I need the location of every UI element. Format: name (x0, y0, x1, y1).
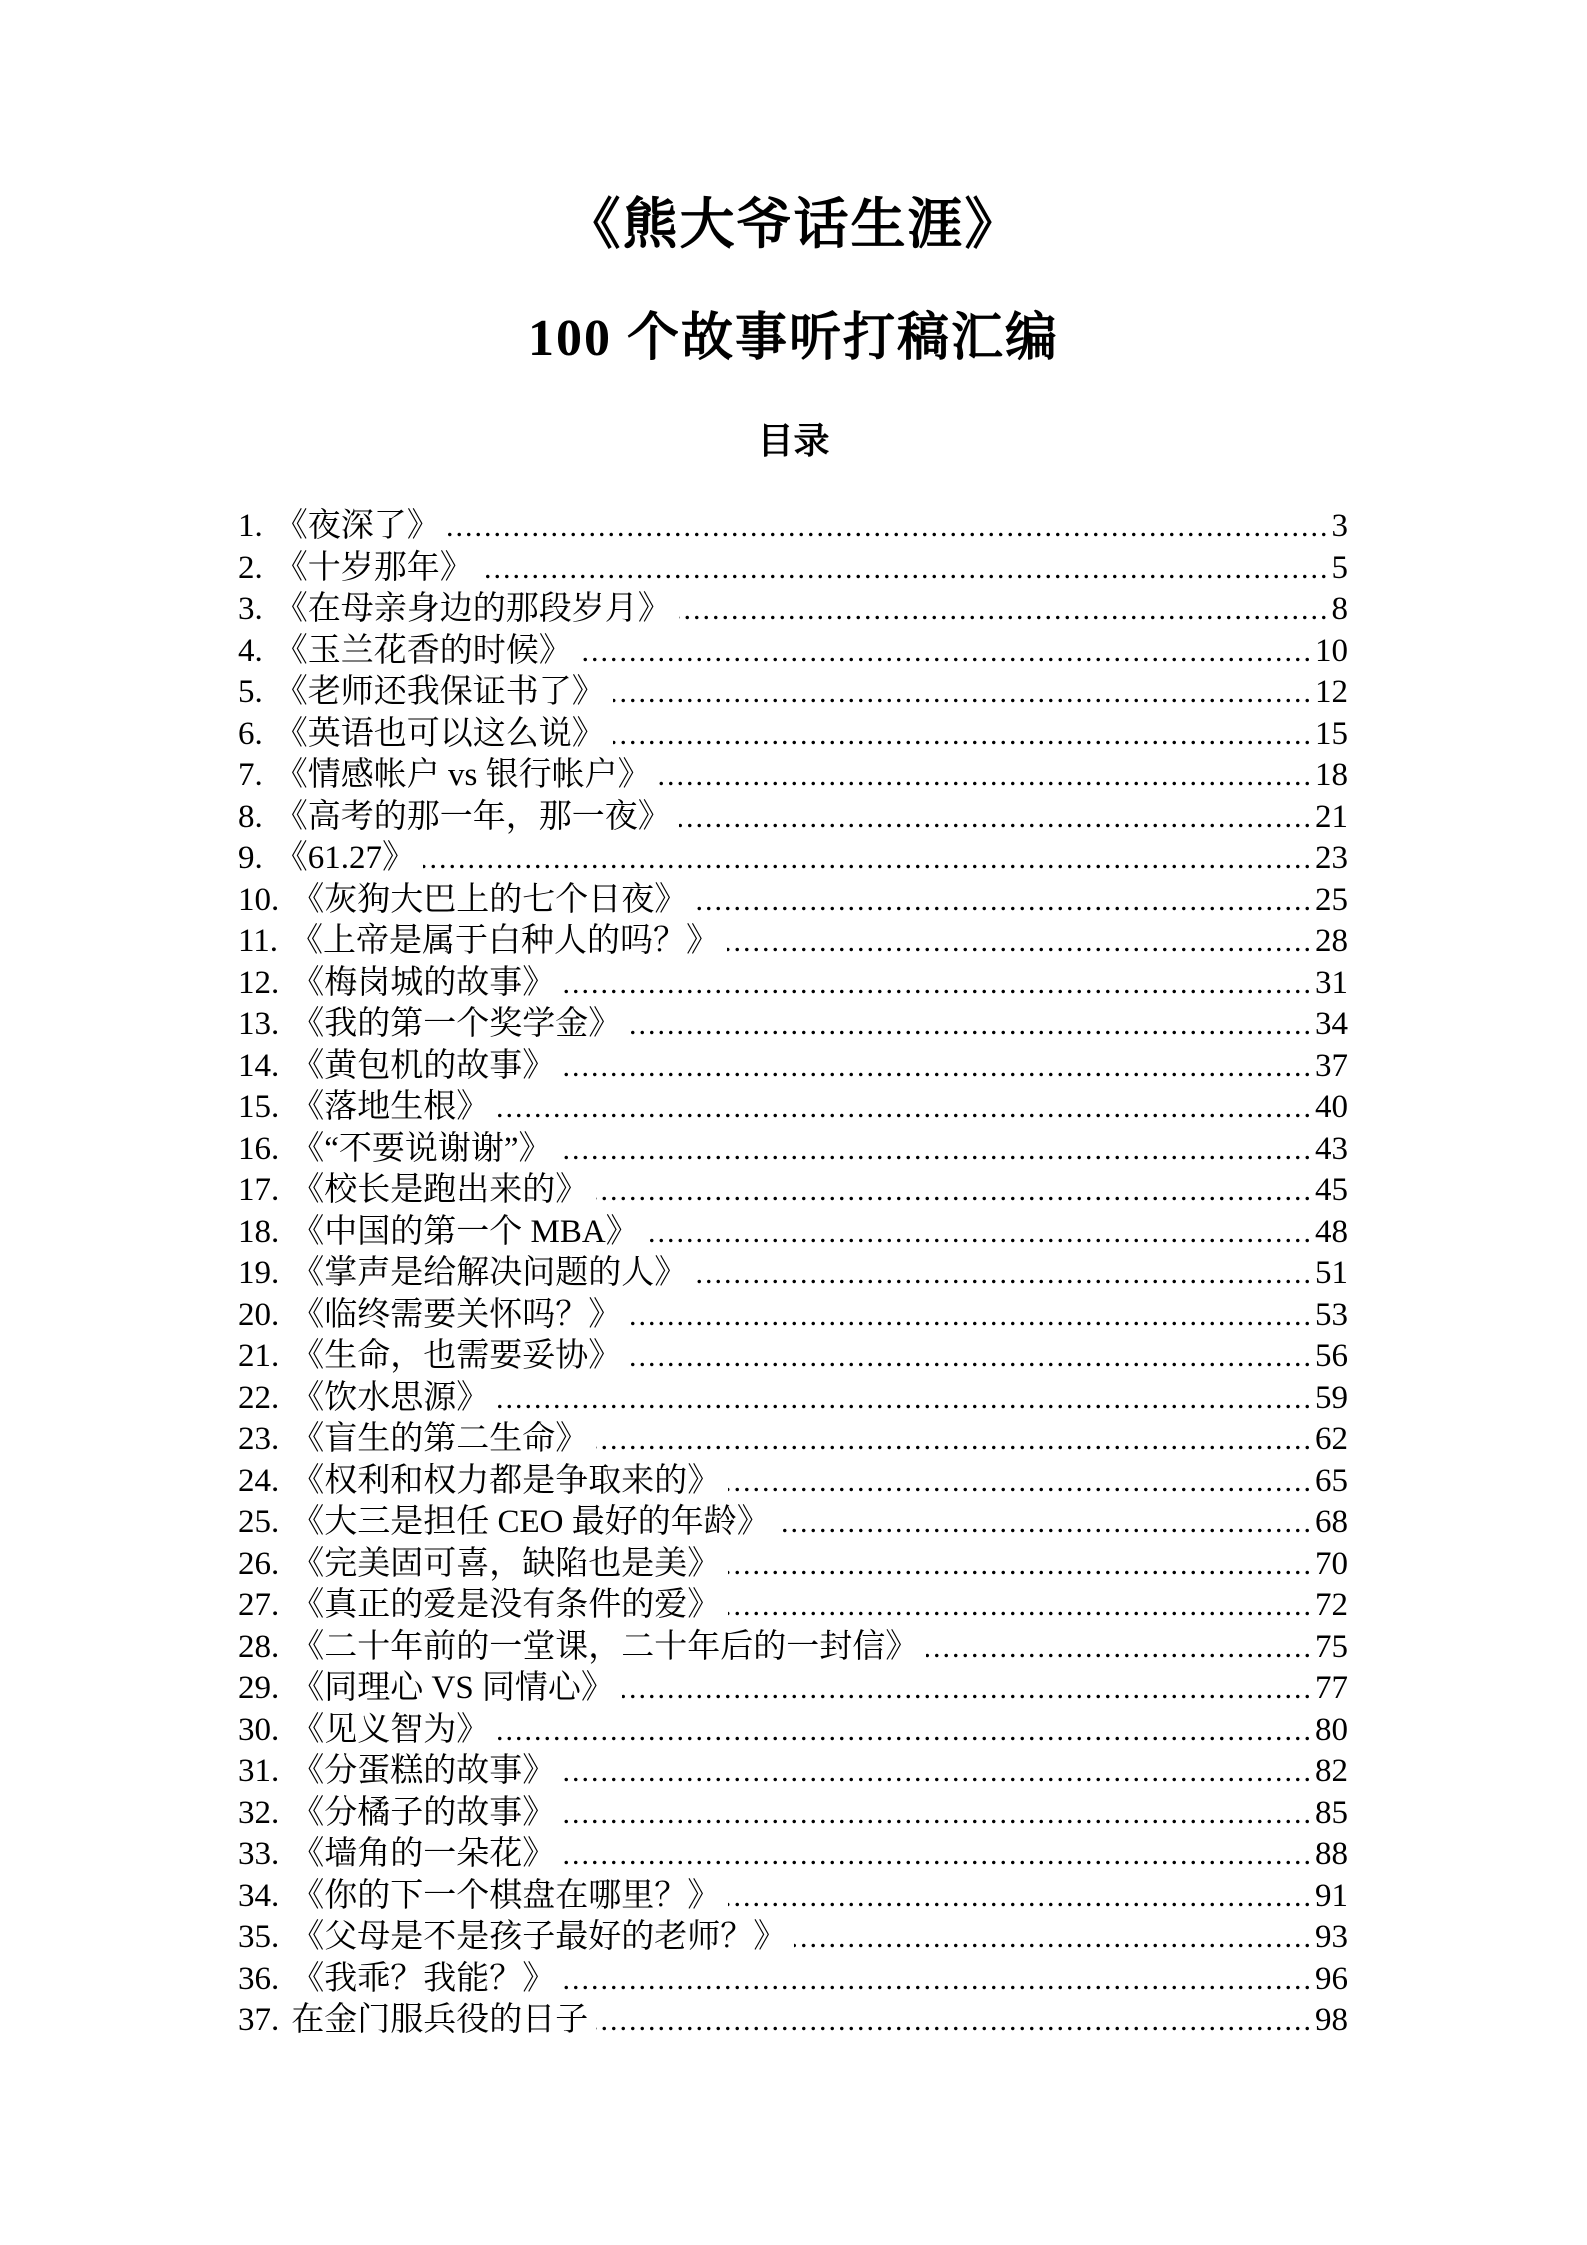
toc-entry (238, 1585, 1348, 1627)
toc-entry (238, 963, 1348, 1005)
toc-entry-title: 《临终需要关怀吗？》 (291, 1296, 622, 1333)
toc-entry-title: 《真正的爱是没有条件的爱》 (291, 1587, 721, 1623)
toc-entry-page: 3 (1331, 508, 1348, 544)
toc-entry (238, 1876, 1348, 1918)
toc-entry-page: 85 (1315, 1794, 1348, 1831)
toc-list (238, 506, 1348, 2042)
toc-entry-number: 12. (238, 964, 280, 1001)
toc-entry (238, 672, 1348, 714)
toc-entry-number: 35. (238, 1919, 280, 1955)
toc-entry-page: 62 (1315, 1421, 1348, 1457)
toc-entry-number: 15. (238, 1089, 280, 1125)
toc-entry-number: 6. (238, 715, 263, 752)
toc-entry-page: 80 (1315, 1711, 1348, 1748)
toc-dot-leader (695, 880, 1313, 922)
toc-entry-number: 10. (238, 881, 280, 918)
toc-entry (238, 1170, 1348, 1212)
toc-entry-title: 《二十年前的一堂课，二十年后的一封信》 (291, 1628, 919, 1665)
toc-entry (238, 1212, 1348, 1254)
toc-entry-page: 68 (1315, 1504, 1348, 1540)
toc-entry-page: 21 (1315, 798, 1348, 835)
toc-entry-title: 《落地生根》 (291, 1089, 490, 1125)
toc-dot-leader (580, 631, 1313, 673)
toc-entry-title: 《英语也可以这么说》 (274, 715, 605, 752)
toc-entry (238, 2000, 1348, 2042)
toc-entry (238, 1917, 1348, 1959)
toc-entry-number: 21. (238, 1338, 280, 1374)
toc-entry-title: 在金门服兵役的日子 (291, 2002, 589, 2038)
toc-entry-page: 31 (1315, 964, 1348, 1001)
toc-dot-leader (596, 1170, 1313, 1212)
toc-dot-leader (596, 1419, 1313, 1461)
toc-dot-leader (728, 1585, 1313, 1627)
toc-dot-leader (596, 2000, 1313, 2042)
toc-dot-leader (622, 1668, 1313, 1710)
toc-entry-number: 8. (238, 798, 263, 835)
toc-entry-number: 13. (238, 1006, 280, 1042)
toc-entry-title: 《玉兰花香的时候》 (274, 632, 572, 669)
toc-entry-number: 31. (238, 1753, 280, 1789)
toc-entry (238, 589, 1348, 631)
toc-entry-number: 9. (238, 840, 263, 876)
toc-entry-number: 23. (238, 1421, 280, 1457)
toc-entry (238, 755, 1348, 797)
toc-entry (238, 921, 1348, 963)
toc-dot-leader (647, 1212, 1313, 1254)
toc-dot-leader (695, 1253, 1313, 1295)
toc-dot-leader (497, 1378, 1313, 1420)
toc-entry-number: 28. (238, 1628, 280, 1665)
toc-entry-title: 《我乖？我能？》 (291, 1960, 556, 1997)
toc-entry (238, 838, 1348, 880)
toc-entry-number: 36. (238, 1960, 280, 1997)
toc-dot-leader (563, 1834, 1313, 1876)
toc-entry (238, 1668, 1348, 1710)
toc-entry-title: 《生命，也需要妥协》 (291, 1338, 622, 1374)
toc-dot-leader (679, 797, 1313, 839)
toc-entry-page: 15 (1315, 715, 1348, 752)
toc-entry-title: 《高考的那一年，那一夜》 (274, 798, 671, 835)
toc-dot-leader (613, 672, 1313, 714)
toc-dot-leader (926, 1627, 1313, 1669)
toc-dot-leader (448, 506, 1330, 548)
toc-entry-page: 48 (1315, 1213, 1348, 1250)
toc-entry-title: 《完美固可喜，缺陷也是美》 (291, 1545, 721, 1582)
toc-entry-page: 72 (1315, 1587, 1348, 1623)
toc-entry-page: 98 (1315, 2002, 1348, 2038)
toc-entry (238, 1004, 1348, 1046)
toc-entry-title: 《我的第一个奖学金》 (291, 1006, 622, 1042)
toc-entry-number: 7. (238, 757, 263, 793)
toc-entry-number: 3. (238, 591, 263, 627)
toc-entry-number: 5. (238, 674, 263, 710)
toc-entry-page: 45 (1315, 1172, 1348, 1208)
toc-entry-page: 77 (1315, 1670, 1348, 1706)
toc-entry (238, 1710, 1348, 1752)
toc-entry-title: 《情感帐户 vs 银行帐户》 (274, 757, 651, 793)
toc-entry-title: 《墙角的一朵花》 (291, 1836, 556, 1872)
toc-entry-title: 《父母是不是孩子最好的老师？》 (291, 1919, 787, 1955)
toc-entry-title: 《你的下一个棋盘在哪里？》 (291, 1877, 721, 1914)
toc-entry-page: 82 (1315, 1753, 1348, 1789)
toc-entry (238, 1419, 1348, 1461)
toc-dot-leader (560, 1129, 1313, 1171)
toc-entry-title: 《权利和权力都是争取来的》 (291, 1462, 721, 1499)
toc-entry-title: 《灰狗大巴上的七个日夜》 (291, 881, 688, 918)
toc-dot-leader (563, 1793, 1313, 1835)
toc-entry-number: 30. (238, 1711, 280, 1748)
toc-entry (238, 1253, 1348, 1295)
toc-entry-title: 《同理心 VS 同情心》 (291, 1670, 614, 1706)
toc-entry-page: 51 (1315, 1255, 1348, 1291)
toc-entry (238, 880, 1348, 922)
toc-entry (238, 1336, 1348, 1378)
toc-dot-leader (563, 1959, 1313, 2001)
toc-entry-page: 12 (1315, 674, 1348, 710)
toc-entry (238, 1834, 1348, 1876)
toc-entry-number: 14. (238, 1047, 280, 1084)
toc-dot-leader (481, 548, 1330, 590)
toc-entry-number: 29. (238, 1670, 280, 1706)
toc-entry (238, 797, 1348, 839)
toc-dot-leader (679, 589, 1330, 631)
toc-entry-page: 37 (1315, 1047, 1348, 1084)
toc-dot-leader (629, 1004, 1313, 1046)
toc-entry-number: 19. (238, 1255, 280, 1291)
toc-entry-number: 4. (238, 632, 263, 669)
toc-entry-page: 40 (1315, 1089, 1348, 1125)
toc-entry-page: 70 (1315, 1545, 1348, 1582)
toc-dot-leader (728, 1461, 1313, 1503)
toc-entry-title: 《夜深了》 (274, 508, 440, 544)
toc-entry (238, 1959, 1348, 2001)
toc-entry-number: 2. (238, 549, 263, 586)
toc-entry-number: 22. (238, 1379, 280, 1416)
toc-dot-leader (778, 1502, 1313, 1544)
toc-dot-leader (659, 755, 1313, 797)
toc-entry (238, 506, 1348, 548)
toc-dot-leader (563, 1751, 1313, 1793)
toc-entry-title: 《“不要说谢谢”》 (291, 1130, 552, 1167)
toc-entry-page: 43 (1315, 1130, 1348, 1167)
toc-entry-page: 75 (1315, 1628, 1348, 1665)
toc-entry (238, 631, 1348, 673)
toc-entry (238, 714, 1348, 756)
toc-entry-page: 53 (1315, 1296, 1348, 1333)
toc-entry-number: 17. (238, 1172, 280, 1208)
toc-entry-title: 《盲生的第二生命》 (291, 1421, 589, 1457)
toc-dot-leader (629, 1295, 1313, 1337)
document-subtitle: 100 个故事听打稿汇编 (527, 310, 1059, 367)
toc-entry-title: 《在母亲身边的那段岁月》 (274, 591, 671, 627)
toc-entry (238, 1751, 1348, 1793)
toc-entry-page: 88 (1315, 1836, 1348, 1872)
toc-entry (238, 1461, 1348, 1503)
toc-dot-leader (423, 838, 1313, 880)
toc-entry-number: 24. (238, 1462, 280, 1499)
toc-entry-title: 《十岁那年》 (274, 549, 473, 586)
toc-dot-leader (727, 921, 1313, 963)
toc-entry-number: 32. (238, 1794, 280, 1831)
toc-entry-title: 《分橘子的故事》 (291, 1794, 556, 1831)
toc-entry-number: 34. (238, 1877, 280, 1914)
document-title: 《熊大爷话生涯》 (565, 194, 1022, 255)
toc-entry (238, 1378, 1348, 1420)
toc-entry-number: 11. (238, 923, 279, 959)
toc-entry-page: 96 (1315, 1960, 1348, 1997)
toc-dot-leader (563, 963, 1313, 1005)
toc-entry-title: 《掌声是给解决问题的人》 (291, 1255, 688, 1291)
toc-entry (238, 1129, 1348, 1171)
toc-entry-title: 《分蛋糕的故事》 (291, 1753, 556, 1789)
toc-entry-number: 25. (238, 1504, 280, 1540)
toc-dot-leader (563, 1046, 1313, 1088)
toc-entry-page: 25 (1315, 881, 1348, 918)
toc-entry-page: 5 (1331, 549, 1348, 586)
toc-entry-title: 《中国的第一个 MBA》 (291, 1213, 639, 1250)
toc-entry (238, 548, 1348, 590)
toc-entry-title: 《见义智为》 (291, 1711, 490, 1748)
toc-dot-leader (728, 1544, 1313, 1586)
toc-entry-number: 27. (238, 1587, 280, 1623)
toc-entry (238, 1087, 1348, 1129)
toc-entry-number: 26. (238, 1545, 280, 1582)
toc-entry-number: 16. (238, 1130, 280, 1167)
toc-dot-leader (629, 1336, 1313, 1378)
toc-entry-page: 18 (1315, 757, 1348, 793)
toc-entry-page: 28 (1315, 923, 1348, 959)
toc-entry-title: 《饮水思源》 (291, 1379, 490, 1416)
toc-entry-title: 《老师还我保证书了》 (274, 674, 605, 710)
toc-dot-leader (497, 1710, 1313, 1752)
toc-entry-page: 56 (1315, 1338, 1348, 1374)
toc-entry-page: 23 (1315, 840, 1348, 876)
toc-entry (238, 1502, 1348, 1544)
toc-entry-title: 《上帝是属于白种人的吗？》 (290, 923, 720, 959)
toc-entry-number: 37. (238, 2002, 280, 2038)
toc-entry (238, 1046, 1348, 1088)
toc-entry-page: 34 (1315, 1006, 1348, 1042)
toc-entry-page: 91 (1315, 1877, 1348, 1914)
toc-entry-page: 65 (1315, 1462, 1348, 1499)
toc-dot-leader (794, 1917, 1313, 1959)
toc-entry (238, 1544, 1348, 1586)
toc-entry-page: 59 (1315, 1379, 1348, 1416)
toc-entry-title: 《黄包机的故事》 (291, 1047, 556, 1084)
toc-entry (238, 1295, 1348, 1337)
toc-entry-number: 20. (238, 1296, 280, 1333)
toc-entry-title: 《大三是担任 CEO 最好的年龄》 (291, 1504, 770, 1540)
toc-entry-number: 33. (238, 1836, 280, 1872)
toc-entry-number: 18. (238, 1213, 280, 1250)
toc-entry-title: 《61.27》 (274, 840, 415, 876)
toc-dot-leader (728, 1876, 1313, 1918)
toc-entry-page: 8 (1331, 591, 1348, 627)
toc-entry-page: 10 (1315, 632, 1348, 669)
toc-entry (238, 1627, 1348, 1669)
toc-entry-title: 《梅岗城的故事》 (291, 964, 556, 1001)
toc-entry (238, 1793, 1348, 1835)
toc-heading: 目录 (757, 421, 830, 461)
toc-dot-leader (497, 1087, 1313, 1129)
toc-entry-page: 93 (1315, 1919, 1348, 1955)
toc-dot-leader (613, 714, 1313, 756)
toc-entry-title: 《校长是跑出来的》 (291, 1172, 589, 1208)
toc-entry-number: 1. (238, 508, 263, 544)
